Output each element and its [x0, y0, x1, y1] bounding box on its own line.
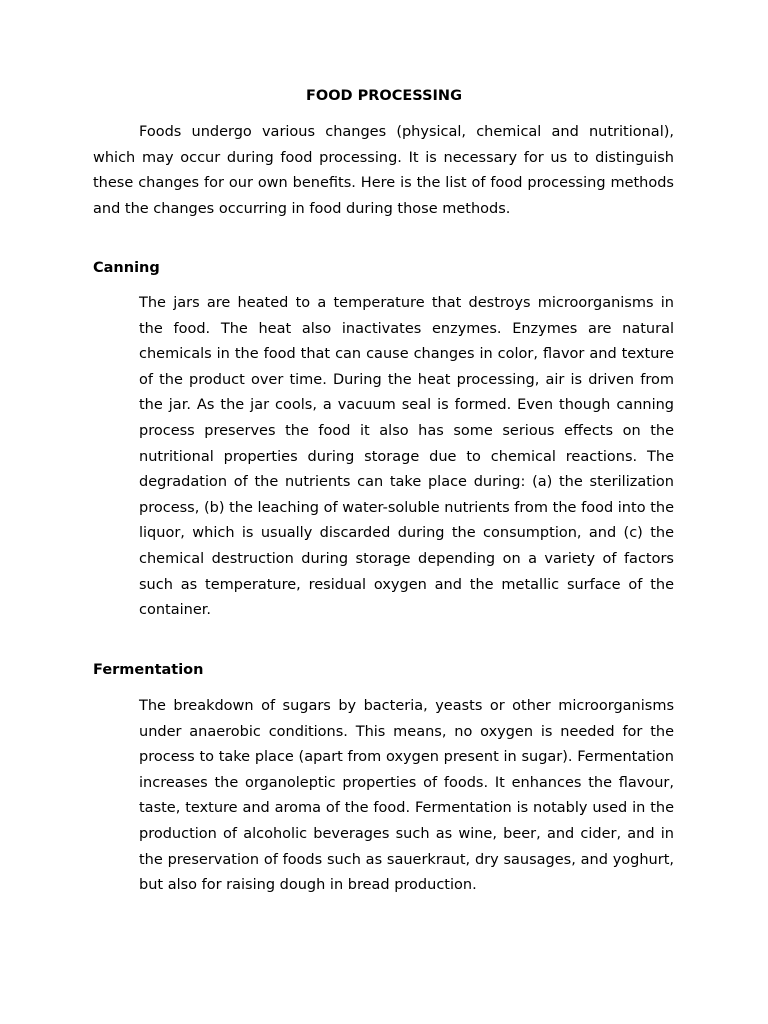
section-body-canning: The jars are heated to a temperature that destroys microorganisms in the food. The heat also inactivates enzymes. Enzymes are natural chemicals in the food that can cause changes in color, flavor and texture of the product over time. During the heat processing, air is driven from the jar. As the jar cools, a vacuum seal is formed. Even though canning process preserves the food it also has some serious effects on the nutritional properties during storage due to chemical reactions. The degradation of the nutrients can take place during: (a) the sterilization process, (b) the leaching of water-soluble nutrients from the food into the liquor, which is usually discarded during the consumption, and (c) the chemical destruction during storage depending on a variety of factors such as temperature, residual oxygen and the metallic surface of the container.: [139, 295, 674, 619]
intro-paragraph: Foods undergo various changes (physical, chemical and nutritional), which may occur during food processing. It is necessary for us to distinguish these changes for our own benefits. Here is the list of food processing methods and the changes occurring in food during those methods.: [93, 124, 674, 217]
section-heading-canning: Canning: [93, 260, 160, 276]
section-body-fermentation: The breakdown of sugars by bacteria, yeasts or other microorganisms under anaerobic conditions. This means, no oxygen is needed for the process to take place (apart from oxygen present in sugar). Fermentation increases the organoleptic properties of foods. It enhances the flavour, taste, texture and aroma of the food. Fermentation is notably used in the production of alcoholic beverages such as wine, beer, and cider, and in the preservation of foods such as sauerkraut, dry sausages, and yoghurt, but also for raising dough in bread production.: [139, 698, 674, 894]
section-heading-fermentation: Fermentation: [93, 662, 204, 678]
page-title: FOOD PROCESSING: [306, 88, 462, 104]
